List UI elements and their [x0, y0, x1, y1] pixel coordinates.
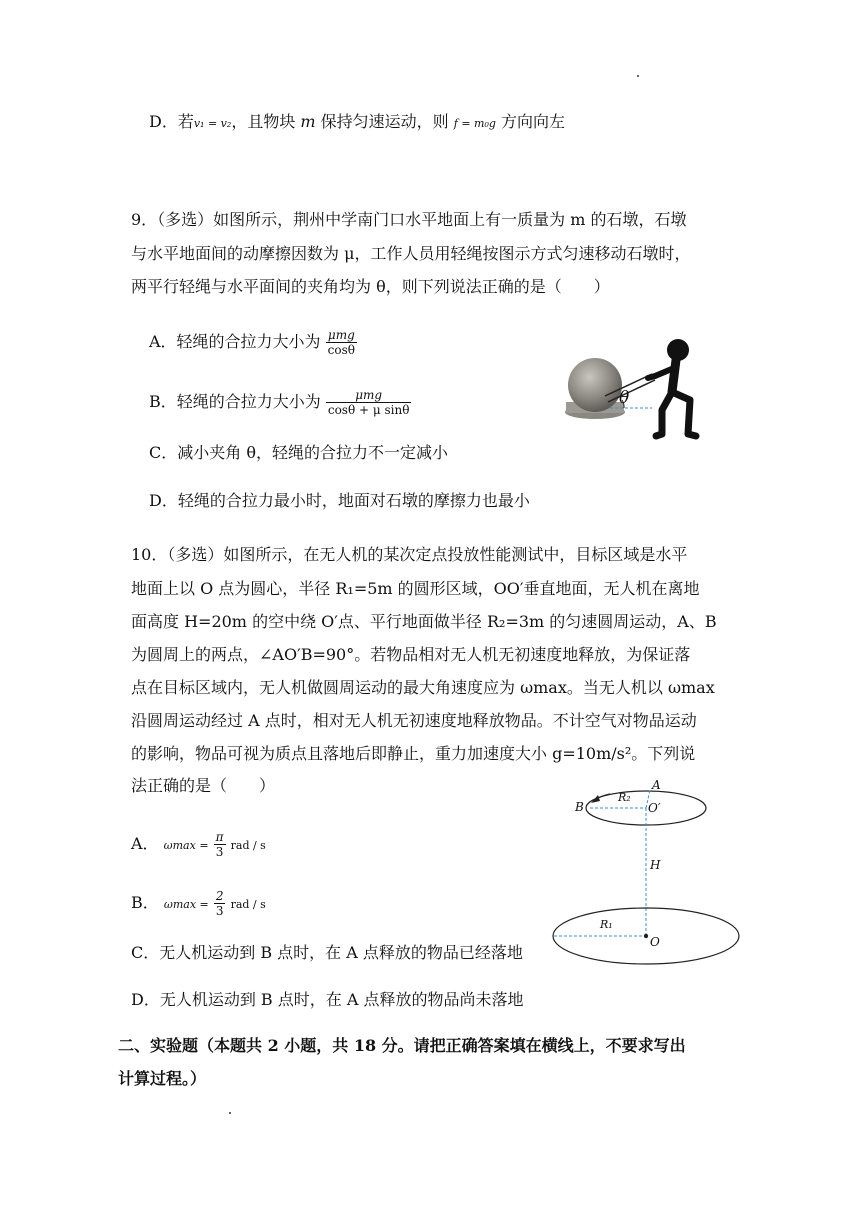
q10-stem-line2: 地面上以 O 点为圆心，半径 R₁=5m 的圆形区域，OO′垂直地面，无人机在离地: [131, 579, 700, 598]
q9-stem-line2: 与水平地面间的动摩擦因数为 μ，工作人员用轻绳按图示方式匀速移动石墩时，: [131, 244, 691, 263]
q10-option-b-denominator: 3: [215, 904, 224, 918]
q10-figure-label-o: O: [650, 935, 660, 949]
q9-option-c: C．减小夹角 θ，轻绳的合拉力不一定减小: [149, 443, 448, 462]
q9-figure-stone-pull: [560, 330, 710, 445]
q10-figure-label-h: H: [650, 858, 661, 872]
q10-option-b-prefix: B．: [131, 893, 159, 912]
q10-figure-label-o-prime: O′: [648, 801, 661, 815]
q8-option-d-mid: ，且物块: [231, 112, 301, 131]
q10-option-a-numerator: π: [215, 830, 224, 844]
q10-option-b-numerator: 2: [215, 889, 224, 903]
q10-figure-label-r1: R₁: [600, 918, 613, 931]
q10-option-b: [131, 889, 266, 918]
stone-ball: [568, 358, 622, 412]
q10-stem-line8: 法正确的是（ ）: [131, 776, 276, 795]
q9-option-b: [149, 388, 411, 417]
q10-stem-line6: 沿圆周运动经过 A 点时，相对无人机无初速度地释放物品。不计空气对物品运动: [131, 711, 697, 730]
q10-option-a-denominator: 3: [214, 844, 226, 859]
q10-option-a-prefix: A．: [131, 834, 159, 853]
section2-heading-line2: 计算过程。）: [118, 1069, 207, 1088]
q9-option-b-numerator: μmg: [355, 388, 383, 402]
stick-figure-leg-front: [656, 392, 672, 436]
q9-stem-line3: 两平行轻绳与水平面间的夹角均为 θ，则下列说法正确的是（ ）: [131, 277, 610, 296]
q10-stem-line3: 面高度 H=20m 的空中绕 O′点、平行地面做半径 R₂=3m 的匀速圆周运动，A、B: [131, 612, 717, 631]
q10-figure-label-b: B: [575, 800, 584, 814]
q9-option-a-numerator: μmg: [327, 328, 355, 342]
q10-option-a-unit: rad / s: [230, 839, 266, 852]
q8-option-d: [149, 112, 565, 134]
q10-option-c: C．无人机运动到 B 点时，在 A 点释放的物品已经落地: [131, 943, 523, 962]
q10-option-b-fraction: [214, 889, 226, 918]
q10-stem-line1: 10．（多选）如图所示，在无人机的某次定点投放性能测试中，目标区域是水平: [131, 545, 688, 564]
q8-option-d-formula: f = m₀g: [453, 117, 496, 130]
stray-dot-top: [637, 75, 639, 77]
q10-option-d: D．无人机运动到 B 点时，在 A 点释放的物品尚未落地: [131, 990, 524, 1009]
q10-figure-label-r2: R₂: [618, 791, 631, 804]
q10-option-a: [131, 830, 266, 859]
q9-stem-line1: 9．（多选）如图所示，荆州中学南门口水平地面上有一质量为 m 的石墩，石墩: [131, 210, 687, 229]
stick-figure-leg-back: [672, 392, 696, 436]
q8-option-d-mid2: 保持匀速运动，则: [315, 112, 454, 131]
center-o-point: [644, 934, 648, 938]
q8-option-d-prefix: D．若: [149, 112, 194, 131]
orbit-direction-arrowhead: [591, 795, 600, 803]
q9-option-b-text: B．轻绳的合拉力大小为: [149, 392, 321, 411]
q10-option-b-lhs: ωmax =: [163, 898, 209, 911]
q9-option-b-denominator: cosθ + μ sinθ: [327, 403, 410, 417]
stray-dot-bottom: [229, 1112, 231, 1114]
q10-figure-label-a: A: [652, 778, 661, 792]
q8-option-d-mass: m: [300, 112, 316, 131]
q10-stem-line7: 的影响，物品可视为质点且落地后即静止，重力加速度大小 g=10m/s²。下列说: [131, 744, 696, 763]
section2-heading-line1: 二、实验题（本题共 2 小题，共 18 分。请把正确答案填在横线上，不要求写出: [118, 1036, 686, 1055]
q10-stem-line4: 为圆周上的两点，∠AO′B=90°。若物品相对无人机无初速度地释放，为保证落: [131, 645, 691, 664]
q9-option-a-text: A．轻绳的合拉力大小为: [149, 332, 321, 351]
q9-figure-theta-label: θ: [619, 388, 630, 408]
q9-option-a-denominator: cosθ: [327, 343, 355, 357]
q8-option-d-end: 方向向左: [495, 112, 566, 131]
q9-option-a-fraction: [326, 328, 357, 357]
stick-figure-body: [672, 360, 676, 392]
q9-option-d: D．轻绳的合拉力最小时，地面对石墩的摩擦力也最小: [149, 491, 530, 510]
q9-option-a: [149, 328, 357, 357]
q10-option-a-fraction: [214, 830, 226, 859]
q8-option-d-condition: v₁ = v₂: [193, 117, 232, 130]
q10-option-a-lhs: ωmax =: [163, 839, 209, 852]
q10-stem-line5: 点在目标区域内，无人机做圆周运动的最大角速度应为 ωmax。当无人机以 ωmax: [131, 678, 715, 697]
q10-option-b-unit: rad / s: [230, 898, 266, 911]
q9-option-b-fraction: [326, 388, 412, 417]
